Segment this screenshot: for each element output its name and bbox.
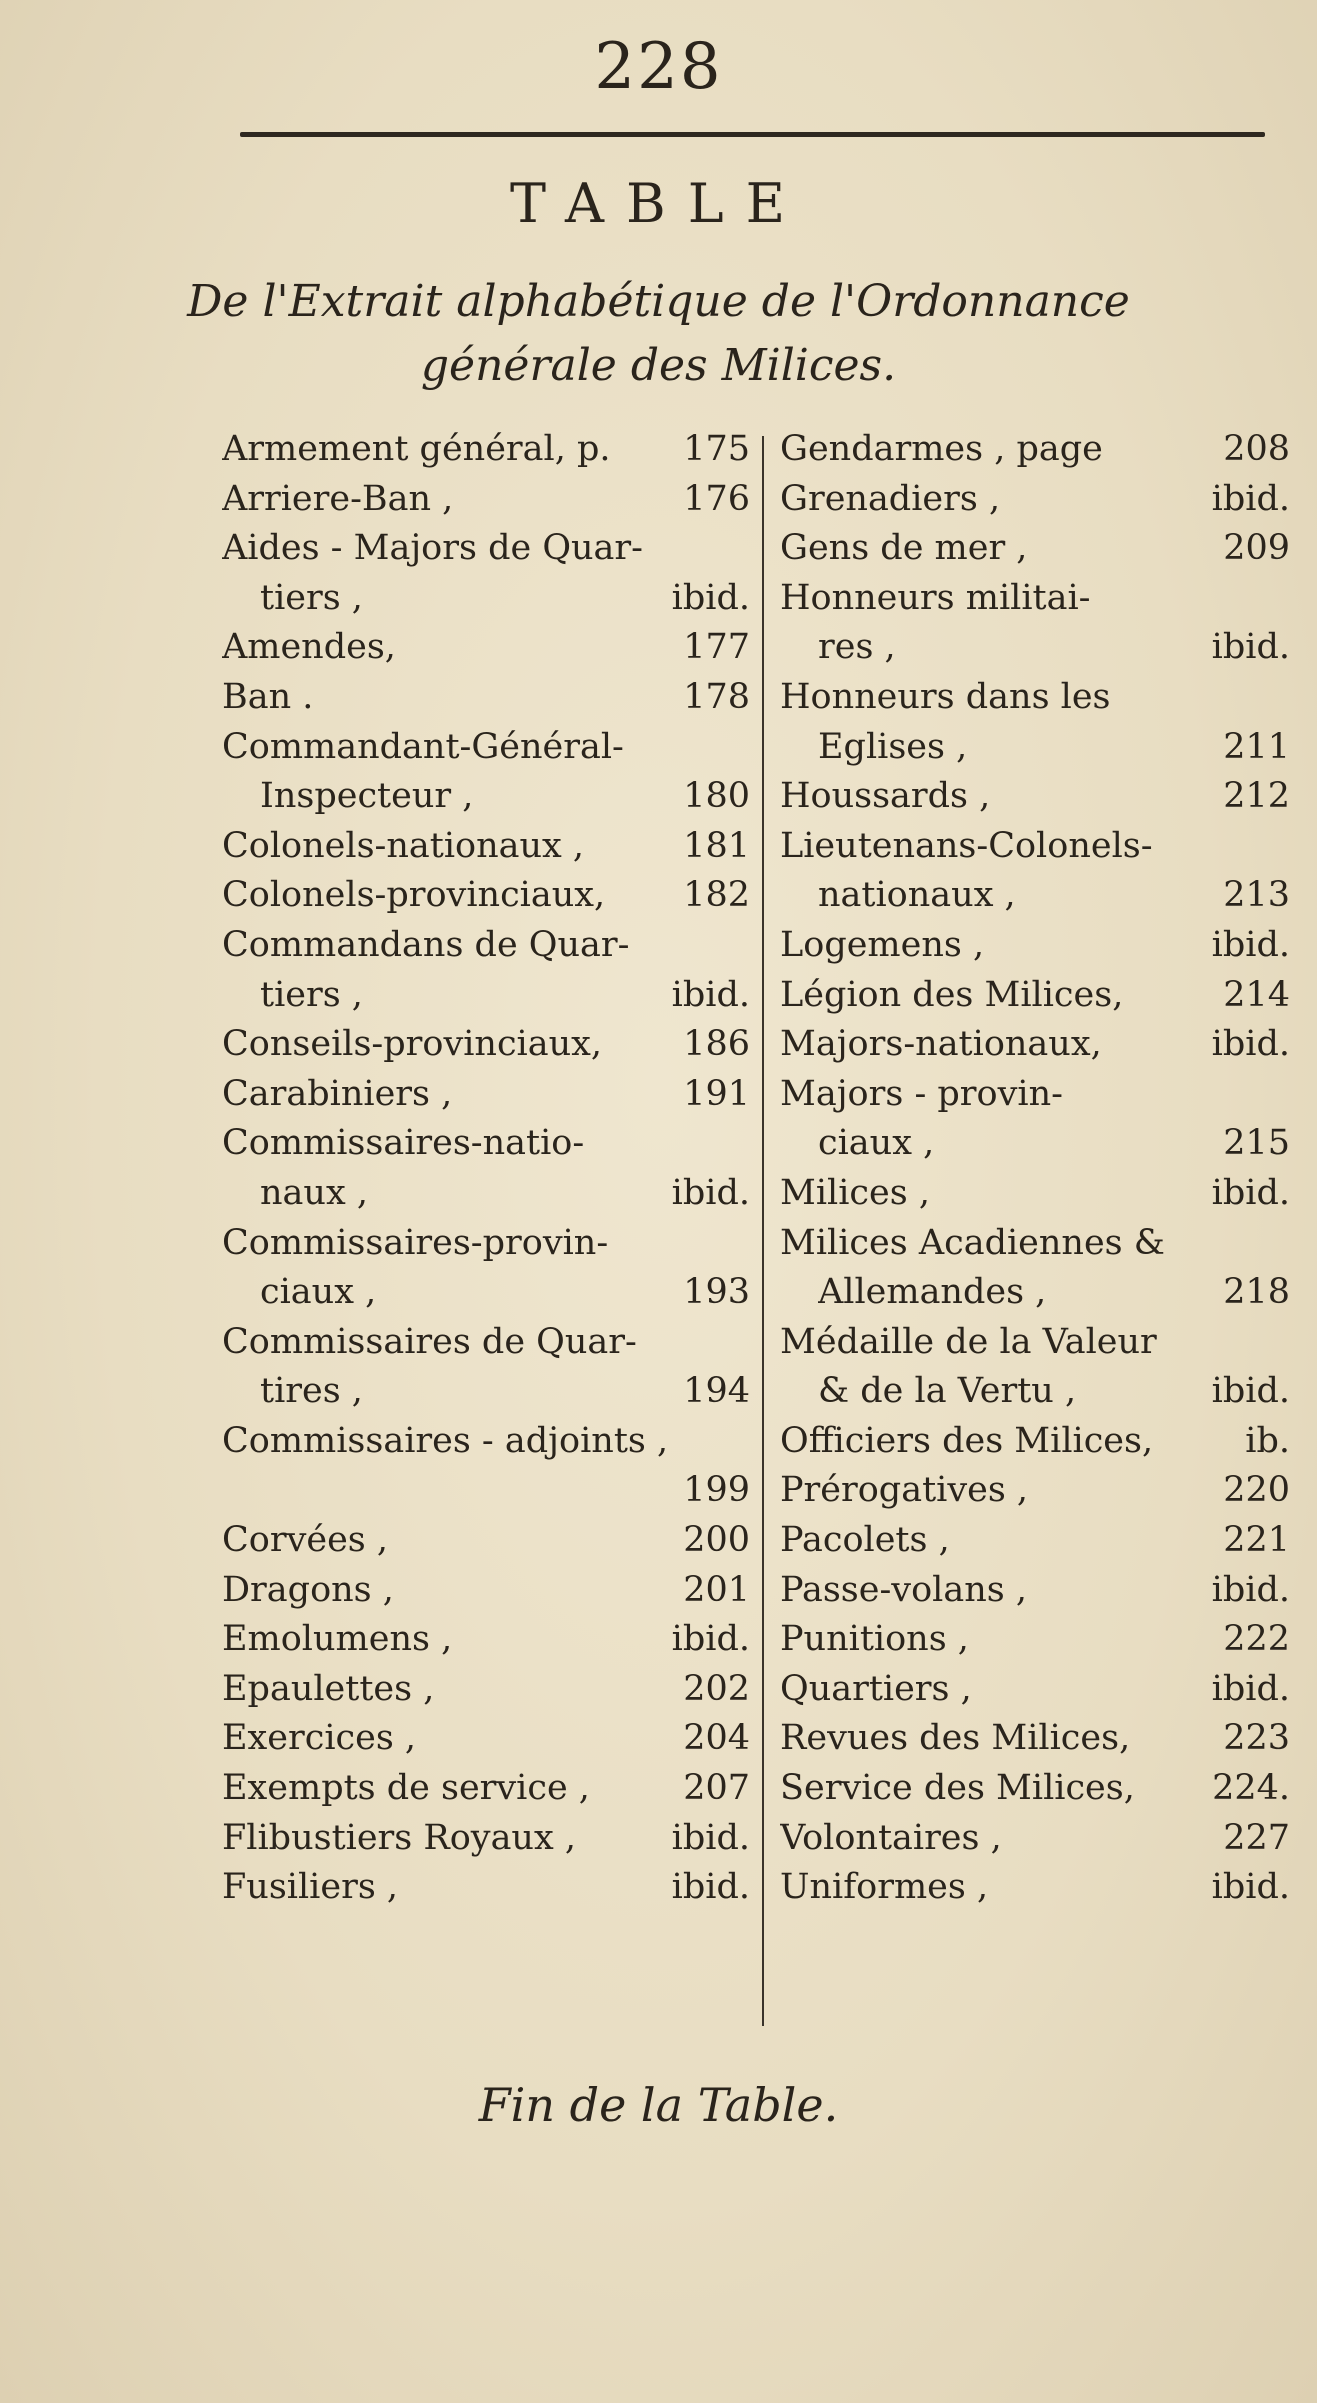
index-entry xyxy=(780,1863,1290,1913)
entry-text: Service des Milices, xyxy=(780,1768,1135,1809)
entry-text: Carabiniers , xyxy=(222,1073,453,1114)
index-entry xyxy=(222,1814,750,1864)
entry-text: Inspecteur , xyxy=(260,776,474,817)
entry-text: Emolumens , xyxy=(222,1619,453,1660)
entry-text: Colonels-provinciaux, xyxy=(222,875,606,916)
entry-page: ibid. xyxy=(1211,1668,1290,1709)
index-entry xyxy=(222,822,750,872)
entry-page xyxy=(742,1219,750,1269)
entry-text: Eglises , xyxy=(818,726,968,767)
entry-page: ibid. xyxy=(671,974,750,1015)
entry-page: ibid. xyxy=(671,1867,750,1908)
index-entry xyxy=(222,524,750,574)
page-number: 228 xyxy=(594,30,723,104)
index-entry xyxy=(222,1070,750,1120)
entry-page xyxy=(742,921,750,971)
index-entry xyxy=(222,673,750,723)
index-entry xyxy=(222,971,750,1021)
index-entry xyxy=(780,1268,1290,1318)
entry-page: ibid. xyxy=(1211,924,1290,965)
subtitle-line-2: générale des Milices. xyxy=(420,340,897,391)
index-entry xyxy=(780,1219,1290,1269)
index-entry xyxy=(780,1367,1290,1417)
entry-text: Amendes, xyxy=(222,627,396,668)
entry-text: res , xyxy=(818,627,896,668)
page-subtitle xyxy=(0,270,1317,398)
entry-page: 211 xyxy=(1223,726,1290,767)
entry-page: 221 xyxy=(1223,1520,1290,1561)
entry-text: Commandans de Quar- xyxy=(222,924,630,965)
index-entry xyxy=(780,1169,1290,1219)
index-entry xyxy=(780,1020,1290,1070)
header-rule xyxy=(240,132,1265,137)
index-entry xyxy=(222,871,750,921)
index-entry xyxy=(222,623,750,673)
index-entry xyxy=(222,723,750,773)
entry-text: Punitions , xyxy=(780,1619,969,1660)
entry-text: Commissaires-natio- xyxy=(222,1123,585,1164)
index-entry xyxy=(222,1219,750,1269)
index-entry xyxy=(222,1119,750,1169)
entry-page: ibid. xyxy=(671,1619,750,1660)
entry-text: Volontaires , xyxy=(780,1817,1002,1858)
index-entry xyxy=(780,623,1290,673)
entry-page: 178 xyxy=(683,676,750,717)
entry-text: nationaux , xyxy=(818,875,1016,916)
index-entry xyxy=(222,1615,750,1665)
entry-text: Pacolets , xyxy=(780,1520,950,1561)
index-entry xyxy=(780,1318,1290,1368)
entry-page xyxy=(1282,574,1290,624)
entry-page xyxy=(1282,1219,1290,1269)
entry-page: 215 xyxy=(1223,1123,1290,1164)
entry-text: ciaux , xyxy=(260,1272,377,1313)
entry-page xyxy=(1282,673,1290,723)
entry-page: ibid. xyxy=(671,577,750,618)
entry-page: ibid. xyxy=(671,1817,750,1858)
index-entry xyxy=(780,1615,1290,1665)
entry-text: Commandant-Général- xyxy=(222,726,624,767)
entry-page: 207 xyxy=(683,1768,750,1809)
index-entry xyxy=(222,1466,750,1516)
entry-text: Grenadiers , xyxy=(780,478,1001,519)
entry-page: 200 xyxy=(683,1520,750,1561)
entry-page: 202 xyxy=(683,1668,750,1709)
entry-page: ibid. xyxy=(1211,627,1290,668)
entry-page: ibid. xyxy=(1211,1569,1290,1610)
entry-text: ciaux , xyxy=(818,1123,935,1164)
entry-text: Uniformes , xyxy=(780,1867,989,1908)
entry-page xyxy=(742,1417,750,1467)
index-entry xyxy=(780,1665,1290,1715)
index-entry xyxy=(780,1714,1290,1764)
index-entry xyxy=(222,772,750,822)
index-entry xyxy=(780,971,1290,1021)
index-entry xyxy=(780,723,1290,773)
entry-text: & de la Vertu , xyxy=(818,1371,1077,1412)
entry-text: Logemens , xyxy=(780,924,985,965)
entry-text: Dragons , xyxy=(222,1569,394,1610)
entry-text: Houssards , xyxy=(780,776,991,817)
index-entry xyxy=(222,1665,750,1715)
entry-page: 223 xyxy=(1223,1718,1290,1759)
index-entry xyxy=(222,1516,750,1566)
entry-page: 181 xyxy=(683,825,750,866)
entry-page: ib. xyxy=(1245,1420,1290,1461)
index-entry xyxy=(780,425,1290,475)
index-entry xyxy=(780,475,1290,525)
index-entry xyxy=(222,1714,750,1764)
entry-page xyxy=(742,1119,750,1169)
entry-page: 208 xyxy=(1223,429,1290,469)
index-entry xyxy=(222,475,750,525)
index-entry xyxy=(222,1169,750,1219)
entry-text: Aides - Majors de Quar- xyxy=(222,528,643,569)
entry-page: 227 xyxy=(1223,1817,1290,1858)
entry-text: tiers , xyxy=(260,974,363,1015)
entry-text: Honneurs dans les xyxy=(780,676,1111,717)
entry-page: 177 xyxy=(683,627,750,668)
index-entry xyxy=(780,1070,1290,1120)
entry-page: 182 xyxy=(683,875,750,916)
index-entry xyxy=(780,574,1290,624)
entry-page: 220 xyxy=(1223,1470,1290,1511)
entry-page: ibid. xyxy=(1211,478,1290,519)
index-entry xyxy=(222,1367,750,1417)
index-entry xyxy=(222,1417,750,1467)
index-entry xyxy=(222,574,750,624)
entry-page: 193 xyxy=(683,1272,750,1313)
entry-text: Officiers des Milices, xyxy=(780,1420,1154,1461)
entry-page: 175 xyxy=(683,429,750,469)
entry-text: Exempts de service , xyxy=(222,1768,590,1809)
entry-text: Armement général, p. xyxy=(222,429,611,469)
entry-text: Corvées , xyxy=(222,1520,388,1561)
index-entry xyxy=(222,1764,750,1814)
index-entry xyxy=(780,871,1290,921)
index-entry xyxy=(222,1566,750,1616)
entry-page: 199 xyxy=(683,1470,750,1511)
entry-text: Exercices , xyxy=(222,1718,417,1759)
index-entry xyxy=(780,1466,1290,1516)
entry-page xyxy=(1282,1070,1290,1120)
entry-page xyxy=(1282,822,1290,872)
entry-page xyxy=(742,723,750,773)
entry-text: Arriere-Ban , xyxy=(222,478,454,519)
entry-page: 191 xyxy=(683,1073,750,1114)
entry-page xyxy=(742,1318,750,1368)
page-title: TABLE xyxy=(509,172,808,235)
entry-page: ibid. xyxy=(1211,1024,1290,1065)
index-entry xyxy=(222,425,750,475)
index-entry xyxy=(780,1119,1290,1169)
entry-text: Allemandes , xyxy=(818,1272,1047,1313)
entry-page: 204 xyxy=(683,1718,750,1759)
entry-page: 213 xyxy=(1223,875,1290,916)
entry-text: Gendarmes , page xyxy=(780,429,1103,469)
entry-page: 222 xyxy=(1223,1619,1290,1660)
entry-text: Passe-volans , xyxy=(780,1569,1027,1610)
entry-page: 176 xyxy=(683,478,750,519)
entry-text: Majors - provin- xyxy=(780,1073,1063,1114)
entry-page: 224. xyxy=(1212,1768,1290,1809)
entry-text: Flibustiers Royaux , xyxy=(222,1817,576,1858)
entry-text: Conseils-provinciaux, xyxy=(222,1024,603,1065)
entry-text: Colonels-nationaux , xyxy=(222,825,585,866)
entry-text: Quartiers , xyxy=(780,1668,972,1709)
index-entry xyxy=(780,1417,1290,1467)
index-entry xyxy=(780,1516,1290,1566)
entry-page: ibid. xyxy=(1211,1371,1290,1412)
index-entry xyxy=(780,921,1290,971)
index-entry xyxy=(780,772,1290,822)
index-entry xyxy=(222,1020,750,1070)
entry-page: 194 xyxy=(683,1371,750,1412)
entry-text: Lieutenans-Colonels- xyxy=(780,825,1153,866)
entry-text: Fusiliers , xyxy=(222,1867,399,1908)
right-index-column xyxy=(780,425,1290,1913)
entry-page xyxy=(1282,1318,1290,1368)
index-entry xyxy=(780,524,1290,574)
entry-text: Ban . xyxy=(222,676,314,717)
entry-text: Milices , xyxy=(780,1172,930,1213)
entry-page: 212 xyxy=(1223,776,1290,817)
entry-text: Commissaires-provin- xyxy=(222,1222,609,1263)
entry-text: Revues des Milices, xyxy=(780,1718,1131,1759)
entry-text: Majors-nationaux, xyxy=(780,1024,1102,1065)
column-divider xyxy=(762,436,764,2026)
index-entry xyxy=(222,1268,750,1318)
index-entry xyxy=(780,673,1290,723)
index-entry xyxy=(222,921,750,971)
index-entry xyxy=(780,1814,1290,1864)
entry-page: 209 xyxy=(1223,528,1290,569)
entry-text: Médaille de la Valeur xyxy=(780,1321,1157,1362)
index-entry xyxy=(780,1566,1290,1616)
end-of-table: Fin de la Table. xyxy=(478,2078,839,2132)
entry-page: ibid. xyxy=(1211,1867,1290,1908)
entry-page: ibid. xyxy=(671,1172,750,1213)
entry-text: Légion des Milices, xyxy=(780,974,1124,1015)
entry-text: Commissaires - adjoints , xyxy=(222,1420,669,1461)
entry-text: Gens de mer , xyxy=(780,528,1028,569)
entry-text: naux , xyxy=(260,1172,368,1213)
entry-text: tiers , xyxy=(260,577,363,618)
entry-page: 180 xyxy=(683,776,750,817)
entry-text: Epaulettes , xyxy=(222,1668,435,1709)
entry-page: ibid. xyxy=(1211,1172,1290,1213)
index-entry xyxy=(222,1318,750,1368)
entry-text: tires , xyxy=(260,1371,363,1412)
entry-text: Prérogatives , xyxy=(780,1470,1029,1511)
entry-page xyxy=(742,524,750,574)
entry-text: Commissaires de Quar- xyxy=(222,1321,637,1362)
subtitle-line-1: De l'Extrait alphabétique de l'Ordonnance xyxy=(187,276,1130,327)
entry-page: 214 xyxy=(1223,974,1290,1015)
entry-page: 218 xyxy=(1223,1272,1290,1313)
index-entry xyxy=(222,1863,750,1913)
entry-page: 186 xyxy=(683,1024,750,1065)
left-index-column xyxy=(222,425,750,1913)
index-entry xyxy=(780,1764,1290,1814)
entry-page: 201 xyxy=(683,1569,750,1610)
entry-text: Honneurs militai- xyxy=(780,577,1091,618)
entry-text: Milices Acadiennes & xyxy=(780,1222,1165,1263)
index-entry xyxy=(780,822,1290,872)
